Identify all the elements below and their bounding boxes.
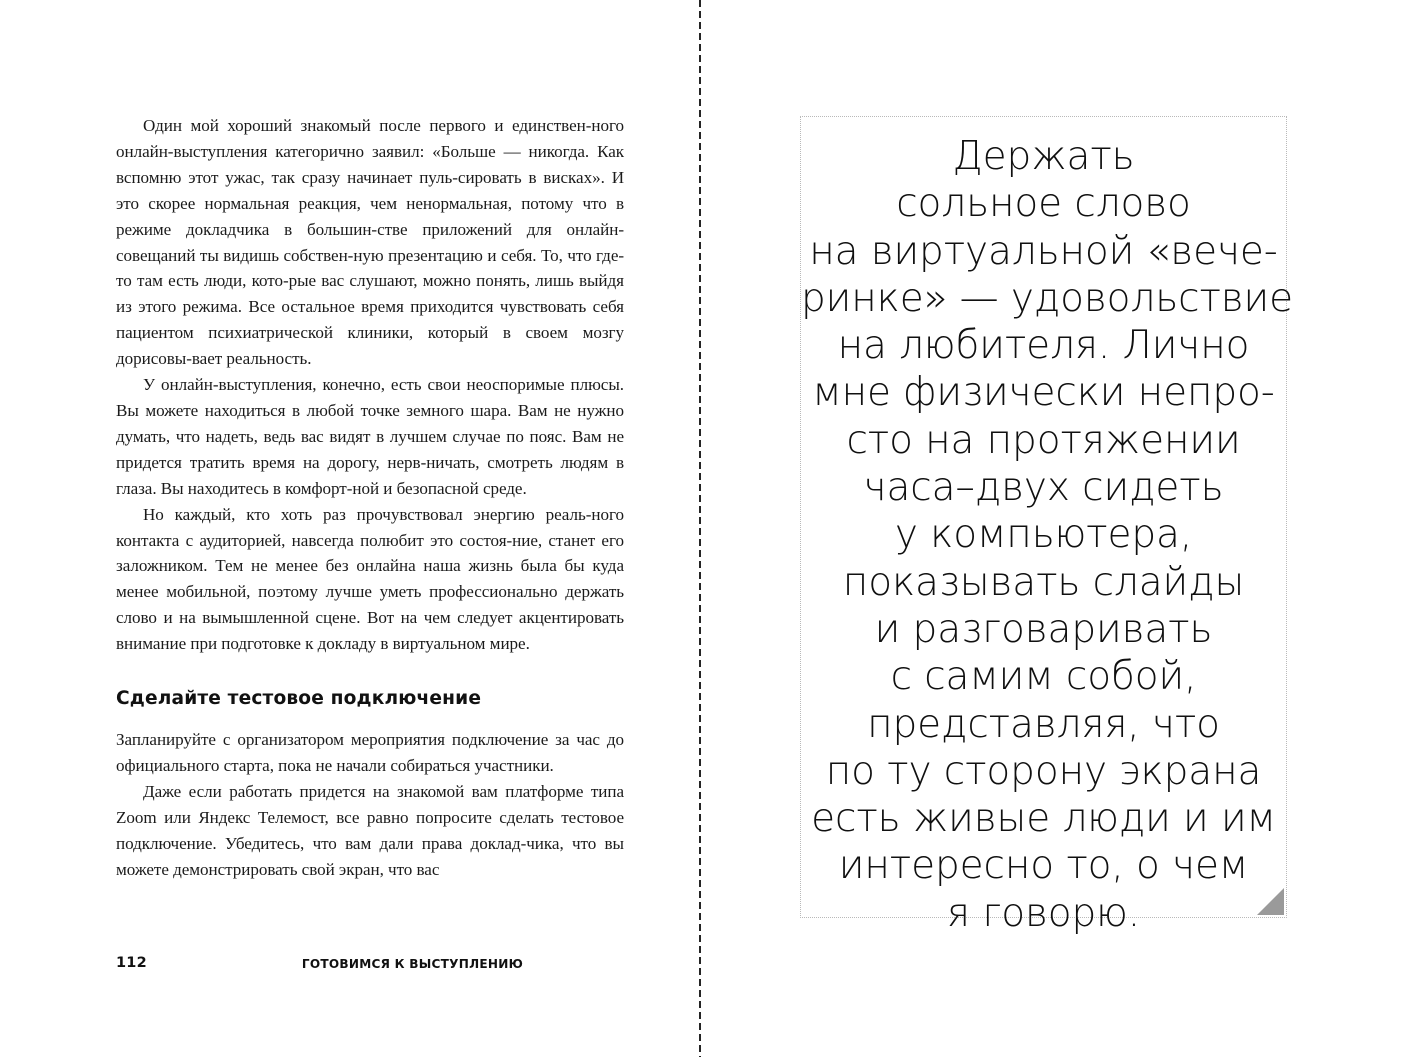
pull-quote-box	[800, 116, 1294, 936]
quote-line: часа–двух сидеть	[863, 465, 1224, 511]
quote-line: Держать	[952, 134, 1135, 179]
page-footer	[116, 955, 624, 977]
quote-line: ринке» — удовольствие	[801, 275, 1294, 321]
quote-line: на виртуальной «вече-	[809, 228, 1278, 274]
quote-line: сто на протяжении	[846, 417, 1241, 463]
body-text-column	[116, 113, 624, 882]
quote-line: на любителя. Лично	[837, 323, 1250, 369]
spacer	[116, 657, 624, 687]
quote-line: и разговаривать	[874, 606, 1213, 652]
quote-line: у компьютера,	[894, 512, 1193, 558]
paragraph: Даже если работать придется на знакомой вам платформе типа Zoom или Яндекс Телемост, все равно попросите сделать тестовое подключение. Убедитесь, что вам дали права доклад-чика, что вы можете демонстрировать свой экран, что вас	[116, 781, 624, 879]
section-heading: Сделайте тестовое подключение	[116, 688, 482, 710]
quote-line: мне физически непро-	[812, 370, 1275, 416]
quote-line: показывать слайды	[842, 559, 1245, 605]
quote-line: есть живые люди и им	[811, 796, 1276, 842]
quote-line: сольное слово	[896, 181, 1191, 227]
spacer	[116, 711, 624, 727]
left-page	[0, 0, 699, 1057]
paragraph: Один мой хороший знакомый после первого и единствен-ного онлайн-выступления категорично заявил: «Больше — никогда. Как вспомню этот ужас, так сразу начинает пуль-сировать в висках». И это скорее нормальная реакция, чем ненормальная, потому что в режиме докладчика в большин-стве приложений для онлайн-совещаний ты видишь собствен-ную презентацию и себя. То, что где-то там есть люди, кото-рые вас слушают, можно понять, лишь выйдя из этого режима. Все остальное время приходится чувствовать себя пациентом психиатрической клиники, который в своем мозгу дорисовы-вает реальность.	[116, 116, 624, 369]
paragraph: Запланируйте с организатором мероприятия подключение за час до официального старта, пока не начали собираться участники.	[116, 730, 624, 775]
paragraph: Но каждый, кто хоть раз прочувствовал энергию реаль-ного контакта с аудиторией, навсегда полюбит это состоя-ние, станет его заложником. Тем не менее без онлайна наша жизнь была бы куда менее мобильной, поэтому лучше уметь профессионально держать слово и на вымышленной сцене. Вот на чем следует акцентировать внимание при подготовке к докладу в виртуальном мире.	[116, 504, 624, 654]
paragraph: У онлайн-выступления, конечно, есть свои неоспоримые плюсы. Вы можете находиться в любой точке земного шара. Вам не нужно думать, что надеть, ведь вас видят в лучшем случае по пояс. Вам не придется тратить время на дорогу, нерв-ничать, смотреть людям в глаза. Вы находитесь в комфорт-ной и безопасной среде.	[116, 375, 624, 498]
quote-line: я говорю.	[946, 890, 1141, 936]
quote-line: представляя, что	[867, 701, 1220, 747]
quote-line: с самим собой,	[890, 654, 1197, 700]
page-number: 112	[116, 955, 147, 971]
running-head: ГОТОВИМСЯ К ВЫСТУПЛЕНИЮ	[301, 957, 524, 971]
corner-fold-triangle-icon	[1257, 888, 1284, 915]
quote-line: по ту сторону экрана	[825, 748, 1262, 794]
right-page	[699, 0, 1410, 1057]
quote-line: интересно то, о чем	[838, 843, 1249, 889]
pull-quote-text	[801, 133, 1294, 937]
